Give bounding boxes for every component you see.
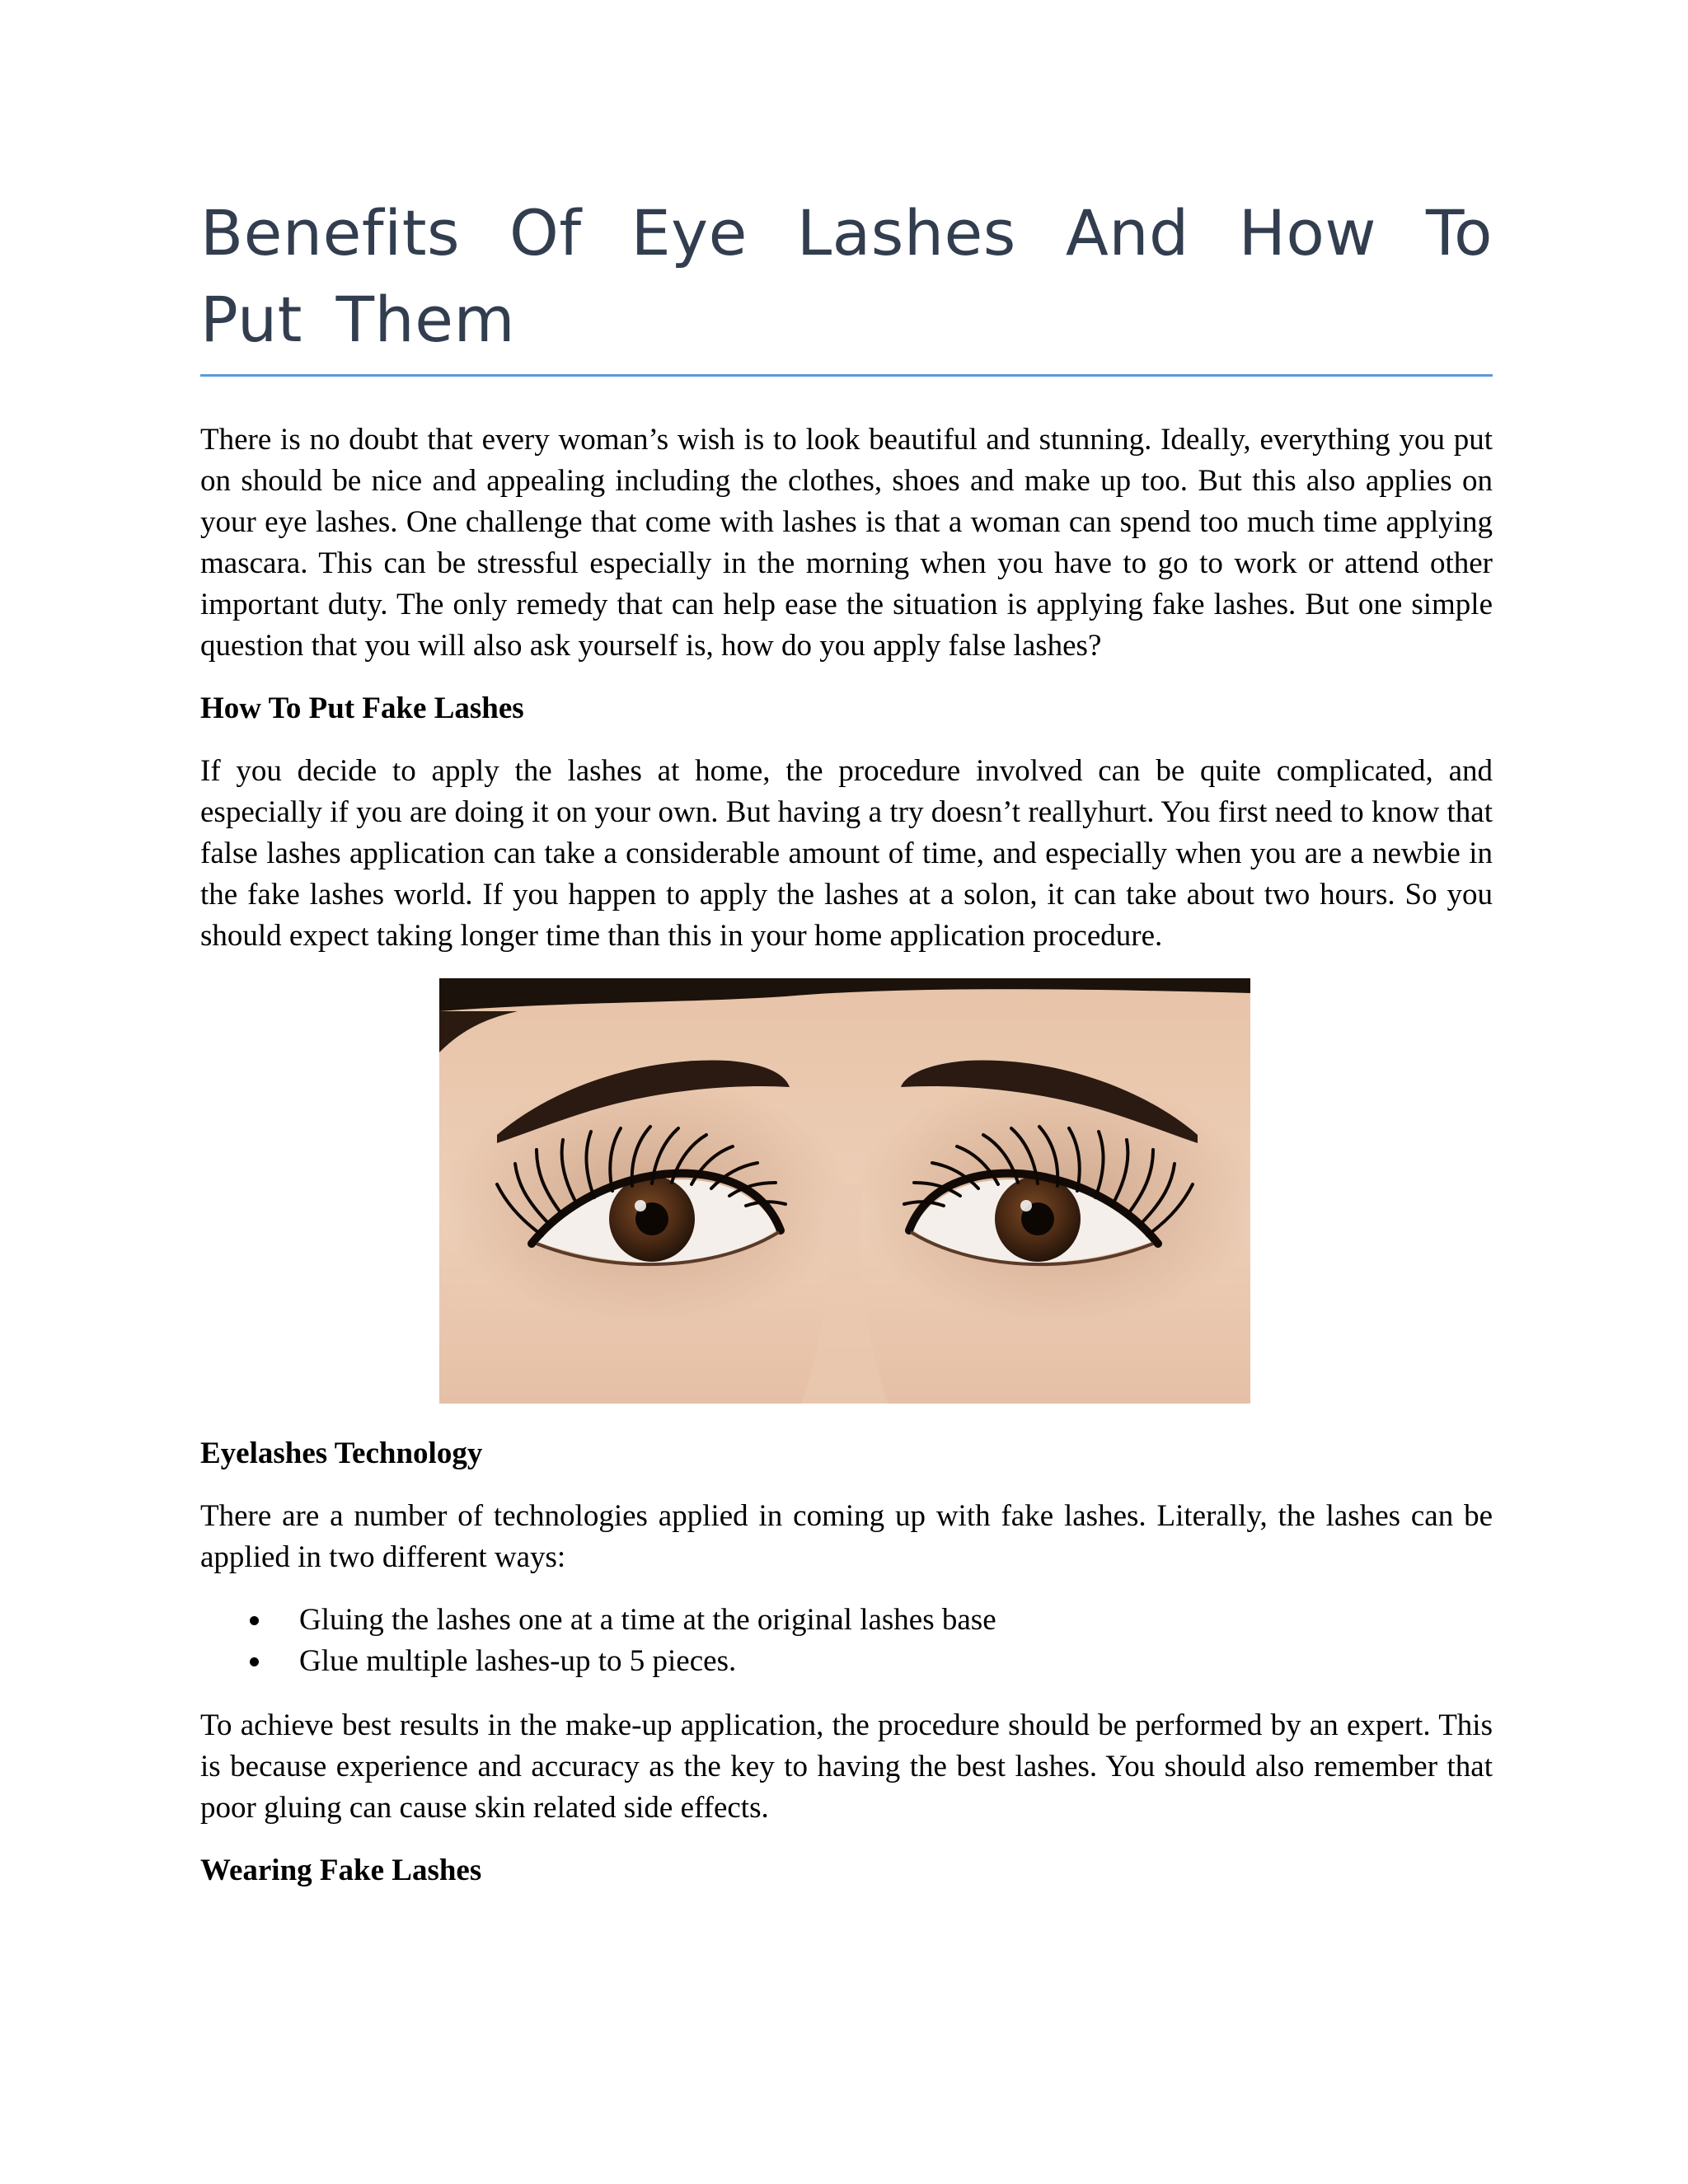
list-item xyxy=(200,1600,1493,1641)
eyes-with-lashes-image xyxy=(439,978,1250,1404)
bullet-icon xyxy=(250,1616,259,1625)
document-title: Benefits Of Eye Lashes And How To Put Them xyxy=(200,196,1493,356)
title-underline xyxy=(200,374,1493,377)
list-item xyxy=(200,1641,1493,1682)
section-body-how-to-put: If you decide to apply the lashes at home, the procedure involved can be quite complicated, and especially if you are doing it on your own. But having a try doesn’t reallyhurt. You first need to know that false lashes application can take a considerable amount of time, and especially when you are a newbie in the fake lashes world. If you happen to apply the lashes at a solon, it can take about two hours. So you should expect taking longer time than this in your home application procedure. xyxy=(200,754,1493,953)
technology-bullet-list xyxy=(200,1600,1493,1682)
document-content xyxy=(200,190,1493,1913)
section-closing-technology: To achieve best results in the make-up application, the procedure should be performed by an expert. This is because experience and accuracy as the key to having the best lashes. You should also remember that poor gluing can cause skin related side effects. xyxy=(200,1708,1493,1825)
section-heading-technology: Eyelashes Technology xyxy=(200,1436,483,1470)
bullet-icon xyxy=(250,1657,259,1666)
section-heading-how-to-put: How To Put Fake Lashes xyxy=(200,691,524,725)
list-item-text: Gluing the lashes one at a time at the original lashes base xyxy=(299,1603,996,1637)
section-heading-wearing: Wearing Fake Lashes xyxy=(200,1854,482,1887)
list-item-text: Glue multiple lashes-up to 5 pieces. xyxy=(299,1644,737,1678)
intro-paragraph: There is no doubt that every woman’s wish is to look beautiful and stunning. Ideally, everything you put on should be nice and appealing including the clothes, shoes and make up too. But this also applies on your eye lashes. One challenge that come with lashes is that a woman can spend too much time applying mascara. This can be stressful especially in the morning when you have to go to work or attend other important duty. The only remedy that can help ease the situation is applying fake lashes. But one simple question that you will also ask yourself is, how do you apply false lashes? xyxy=(200,423,1493,663)
section-body-technology: There are a number of technologies applied in coming up with fake lashes. Literally, the lashes can be applied in two different ways: xyxy=(200,1499,1493,1574)
